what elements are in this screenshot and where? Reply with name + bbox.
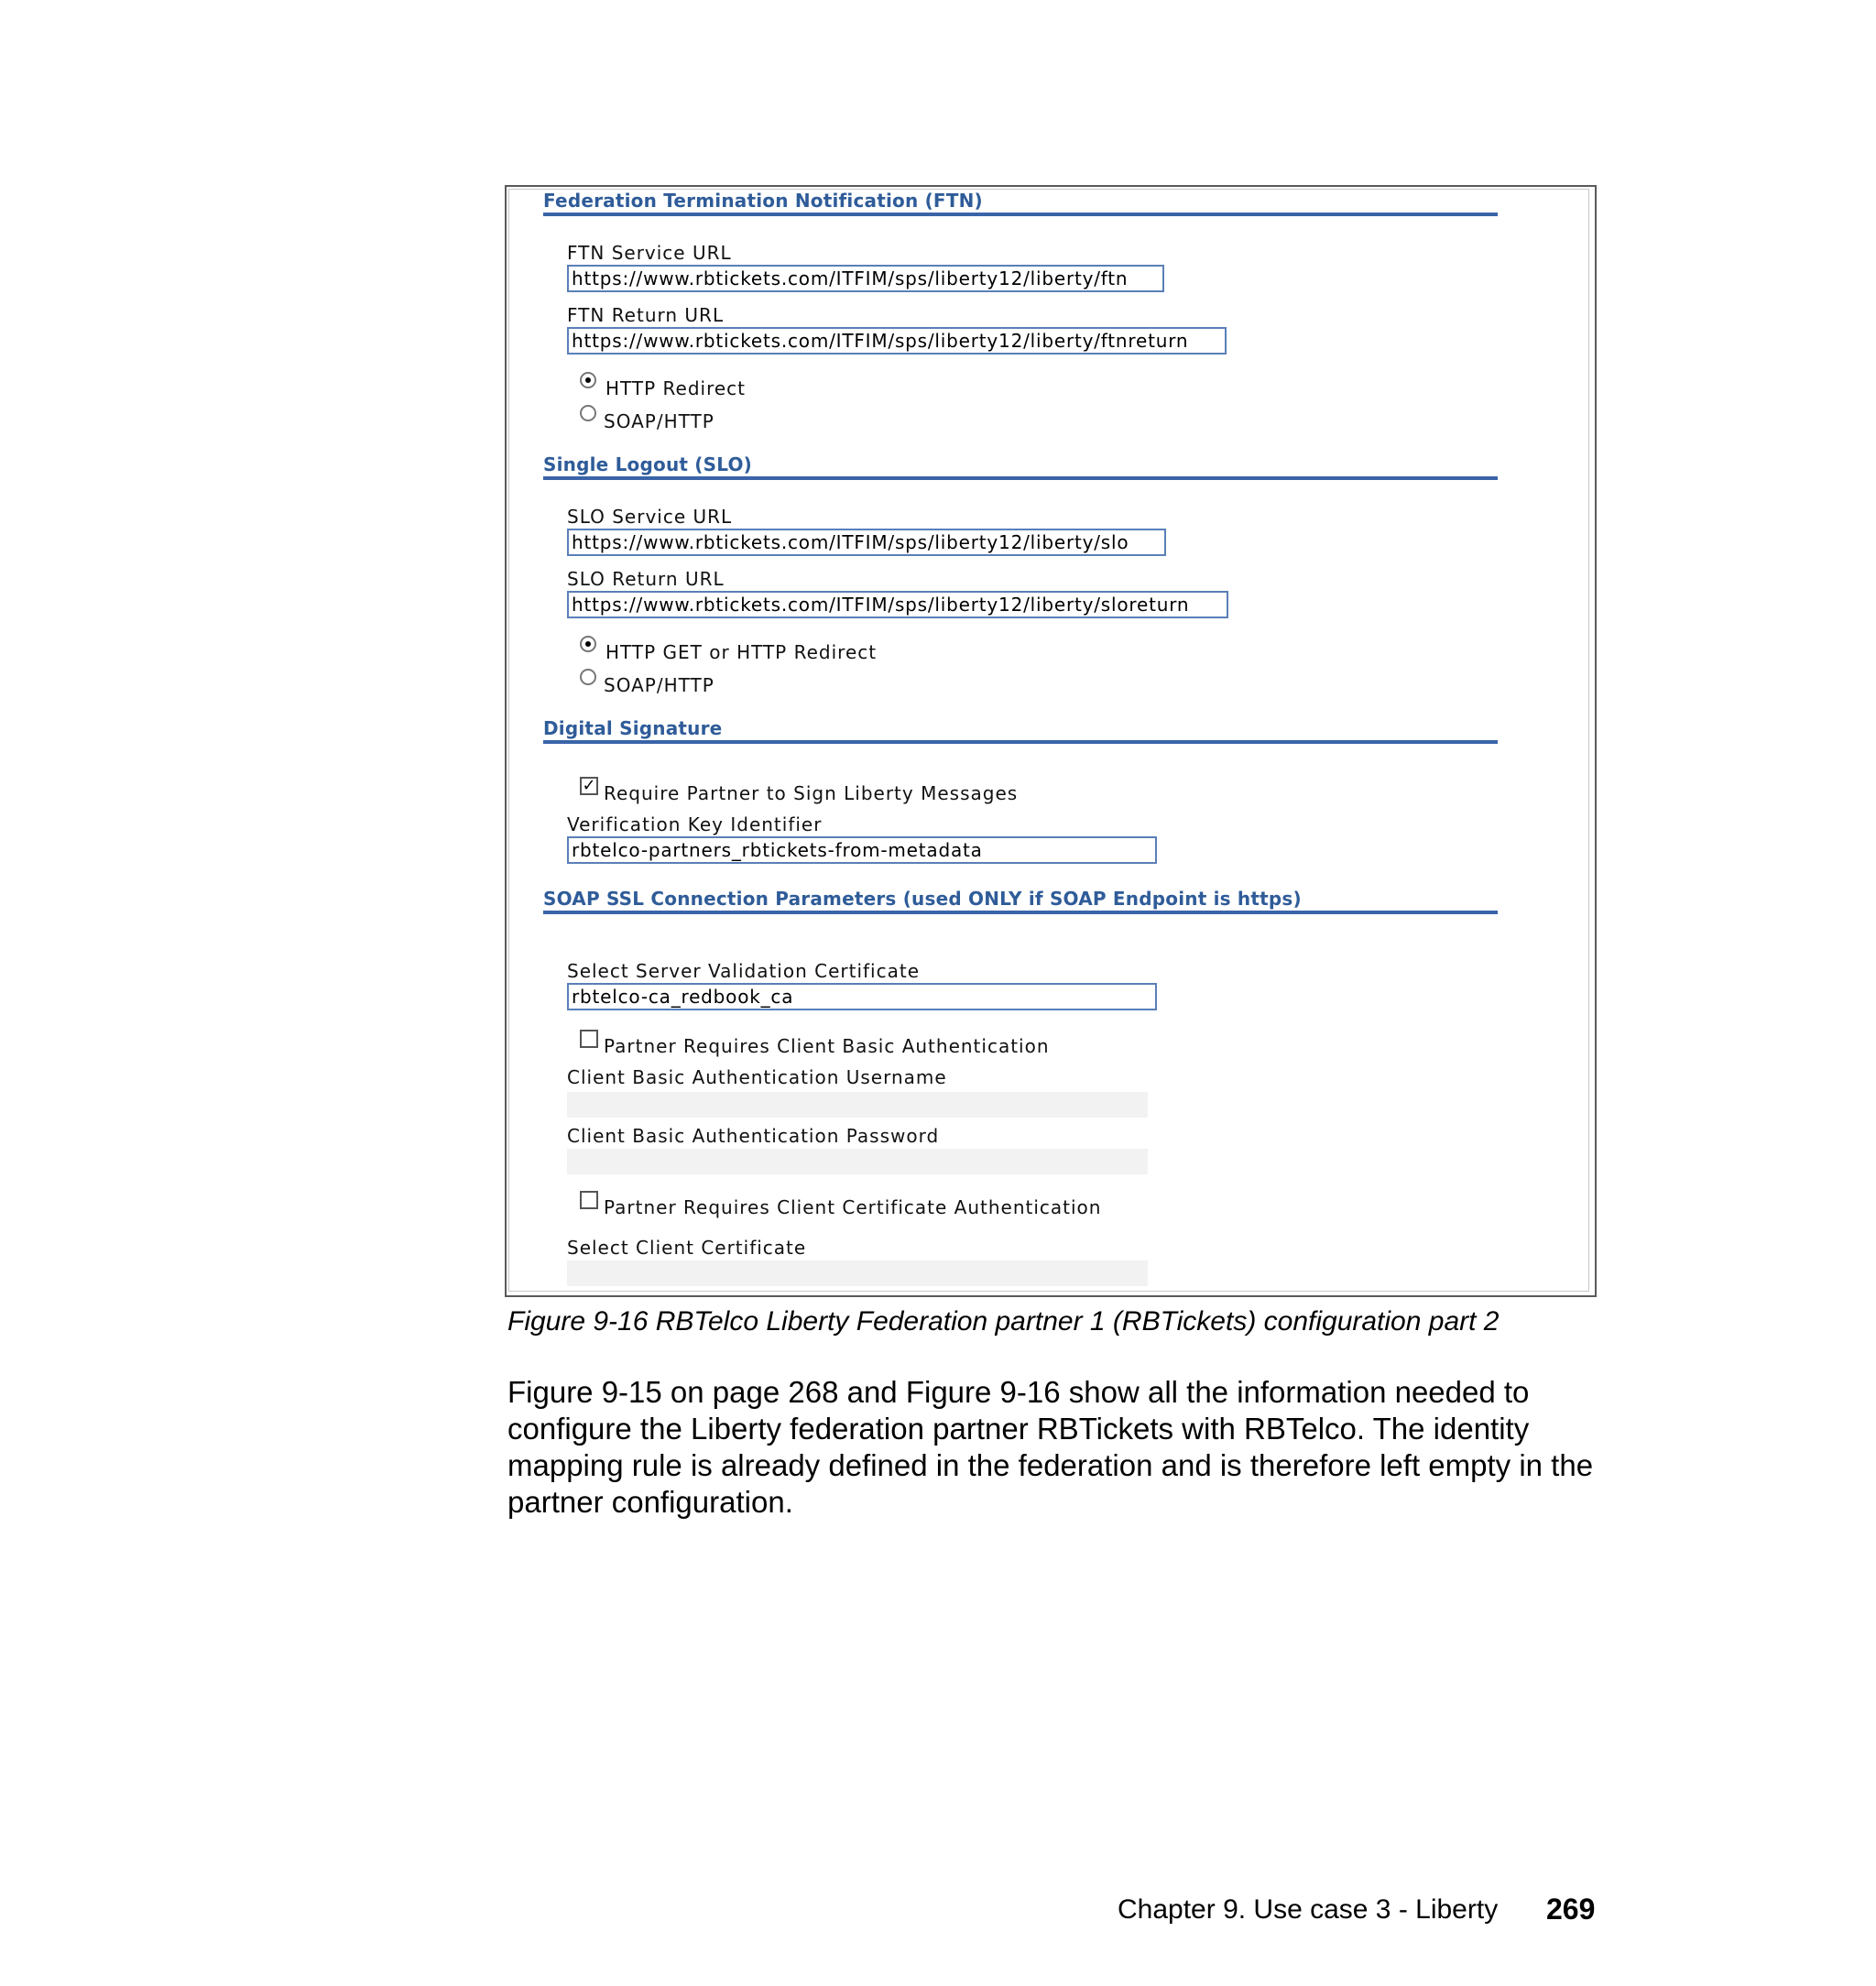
cert-auth-label: Partner Requires Client Certificate Authentication	[604, 1196, 1102, 1218]
client-cert-select[interactable]	[567, 1260, 1148, 1286]
body-paragraph: Figure 9-15 on page 268 and Figure 9-16 show all the information needed to configure the Liberty federation partner RBTickets with RBTelco. The identity mapping rule is already defined in the federation and is therefore left empty in the partner configuration.	[507, 1375, 1594, 1519]
basic-auth-password-label: Client Basic Authentication Password	[567, 1125, 940, 1147]
ftn-http-redirect-radio[interactable]	[580, 372, 596, 388]
ftn-http-redirect-label: HTTP Redirect	[605, 377, 747, 399]
server-validation-cert-select[interactable]: rbtelco-ca_redbook_ca	[567, 983, 1157, 1010]
soap-ssl-section-title: SOAP SSL Connection Parameters (used ONLY if SOAP Endpoint is https)	[543, 887, 1498, 914]
basic-auth-password-input[interactable]	[567, 1149, 1148, 1174]
basic-auth-checkbox[interactable]	[580, 1030, 598, 1048]
slo-return-url-input[interactable]: https://www.rbtickets.com/ITFIM/sps/liberty12/liberty/sloreturn	[567, 591, 1228, 618]
basic-auth-username-label: Client Basic Authentication Username	[567, 1066, 947, 1088]
slo-soap-http-radio[interactable]	[580, 669, 596, 685]
verification-key-label: Verification Key Identifier	[567, 813, 823, 835]
cert-auth-checkbox[interactable]	[580, 1191, 598, 1209]
slo-http-get-redirect-label: HTTP GET or HTTP Redirect	[605, 641, 878, 663]
client-cert-label: Select Client Certificate	[567, 1237, 807, 1259]
basic-auth-username-input[interactable]	[567, 1092, 1148, 1118]
ftn-return-url-input[interactable]: https://www.rbtickets.com/ITFIM/sps/liberty12/liberty/ftnreturn	[567, 327, 1227, 355]
footer-page-number: 269	[1546, 1893, 1596, 1926]
slo-service-url-input[interactable]: https://www.rbtickets.com/ITFIM/sps/liberty12/liberty/slo	[567, 529, 1166, 556]
slo-soap-http-label: SOAP/HTTP	[604, 674, 714, 696]
digital-signature-section-title: Digital Signature	[543, 716, 1498, 744]
ftn-soap-http-radio[interactable]	[580, 405, 596, 421]
slo-service-url-label: SLO Service URL	[567, 506, 733, 528]
slo-section-title: Single Logout (SLO)	[543, 453, 1498, 480]
ftn-soap-http-label: SOAP/HTTP	[604, 410, 714, 432]
ftn-service-url-input[interactable]: https://www.rbtickets.com/ITFIM/sps/liberty12/liberty/ftn	[567, 265, 1164, 292]
figure-caption: Figure 9-16 RBTelco Liberty Federation partner 1 (RBTickets) configuration part 2	[507, 1306, 1500, 1337]
slo-return-url-label: SLO Return URL	[567, 568, 725, 590]
verification-key-input[interactable]: rbtelco-partners_rbtickets-from-metadata	[567, 836, 1157, 864]
ftn-service-url-label: FTN Service URL	[567, 242, 732, 264]
ftn-section-title: Federation Termination Notification (FTN)	[543, 189, 1498, 216]
require-sign-checkbox[interactable]: ✓	[580, 777, 598, 795]
slo-http-get-redirect-radio[interactable]	[580, 636, 596, 652]
configuration-screenshot	[505, 185, 1597, 1297]
ftn-return-url-label: FTN Return URL	[567, 304, 725, 326]
require-sign-label: Require Partner to Sign Liberty Messages	[604, 782, 1019, 804]
footer-chapter-title: Chapter 9. Use case 3 - Liberty	[1118, 1894, 1499, 1925]
server-validation-cert-label: Select Server Validation Certificate	[567, 960, 921, 982]
basic-auth-label: Partner Requires Client Basic Authentication	[604, 1035, 1050, 1057]
